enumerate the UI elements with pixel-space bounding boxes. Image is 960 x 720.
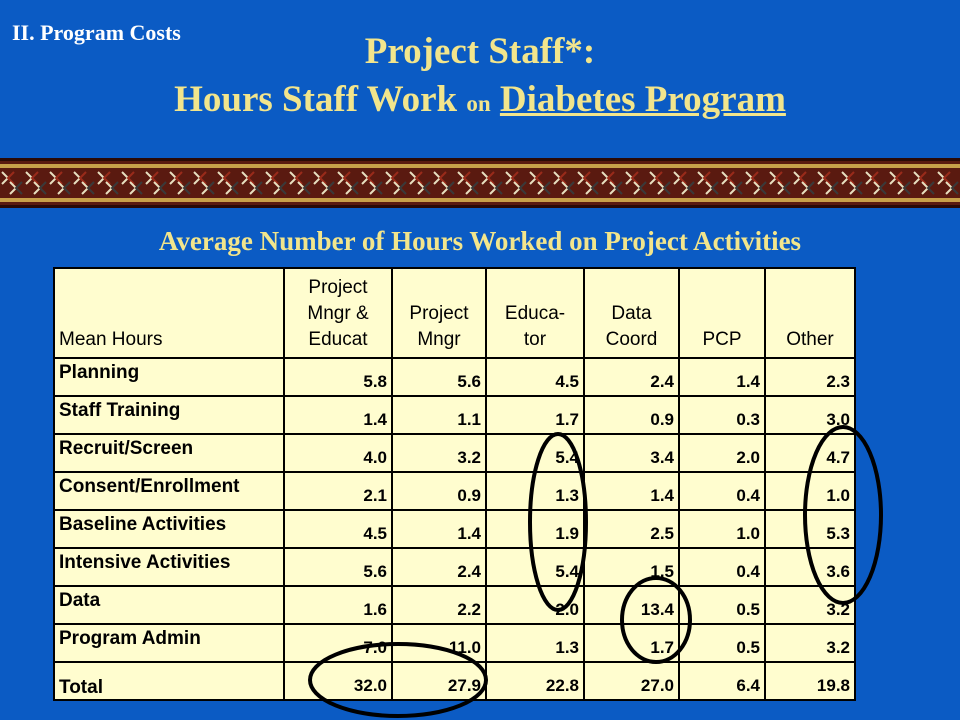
- header-line: Project: [308, 277, 368, 298]
- header-cell: [284, 268, 392, 358]
- cell-value: 1.1: [392, 396, 486, 434]
- cell-value: 1.4: [584, 472, 679, 510]
- cell-value: 1.4: [392, 510, 486, 548]
- table-row: [54, 586, 855, 624]
- cell-value: 5.6: [284, 548, 392, 586]
- cell-value: 6.4: [679, 662, 765, 700]
- cell-value: 1.0: [765, 472, 855, 510]
- cell-value: 5.6: [392, 358, 486, 396]
- cell-value: 2.0: [486, 586, 584, 624]
- cell-value: 2.5: [584, 510, 679, 548]
- header-line: Educat: [308, 329, 368, 350]
- cell-value: 19.8: [765, 662, 855, 700]
- row-label: Consent/Enrollment: [54, 472, 284, 510]
- header-line: Mngr: [417, 329, 461, 350]
- cell-value: 2.4: [392, 548, 486, 586]
- table-row: [54, 472, 855, 510]
- cell-value: 13.4: [584, 586, 679, 624]
- row-label: Planning: [54, 358, 284, 396]
- cell-value: 1.3: [486, 472, 584, 510]
- cell-value: 2.2: [392, 586, 486, 624]
- cell-value: 1.4: [284, 396, 392, 434]
- title-underlined: Diabetes Program: [499, 79, 786, 120]
- cell-value: 4.5: [486, 358, 584, 396]
- cell-value: 0.3: [679, 396, 765, 434]
- header-line: Mngr &: [307, 303, 369, 324]
- table-row: [54, 396, 855, 434]
- table-row: [54, 510, 855, 548]
- page-title: Project Staff*:: [364, 31, 596, 72]
- row-label: Staff Training: [54, 396, 284, 434]
- cell-value: 27.0: [584, 662, 679, 700]
- header-cell: [679, 268, 765, 358]
- table-header-row: [54, 268, 855, 358]
- cell-value: 1.3: [486, 624, 584, 662]
- header-cell: [584, 268, 679, 358]
- header-line: Coord: [605, 329, 658, 350]
- table-row: [54, 434, 855, 472]
- cell-value: 1.7: [486, 396, 584, 434]
- decorative-woven-banner: [0, 158, 960, 208]
- header-line: Other: [786, 329, 834, 350]
- header-cell: [765, 268, 855, 358]
- cell-value: 11.0: [392, 624, 486, 662]
- cell-value: 5.3: [765, 510, 855, 548]
- table-row: [54, 358, 855, 396]
- table-row: [54, 624, 855, 662]
- cell-value: 1.5: [584, 548, 679, 586]
- cell-value: 32.0: [284, 662, 392, 700]
- cell-value: 4.7: [765, 434, 855, 472]
- page-subtitle-line: [0, 78, 960, 121]
- header-line: Educa-: [504, 303, 566, 324]
- row-label: Data: [54, 586, 284, 624]
- cell-value: 5.4: [486, 434, 584, 472]
- cell-value: 3.2: [765, 624, 855, 662]
- cell-value: 22.8: [486, 662, 584, 700]
- cell-value: 5.4: [486, 548, 584, 586]
- cell-value: 0.9: [584, 396, 679, 434]
- header-line: Project: [409, 303, 469, 324]
- cell-value: 1.0: [679, 510, 765, 548]
- hours-table: [53, 267, 856, 701]
- cell-value: 2.1: [284, 472, 392, 510]
- cell-value: 2.0: [679, 434, 765, 472]
- section-label: II. Program Costs: [12, 20, 181, 45]
- cell-value: 4.5: [284, 510, 392, 548]
- cell-value: 27.9: [392, 662, 486, 700]
- cell-value: 0.4: [679, 548, 765, 586]
- cell-value: 3.0: [765, 396, 855, 434]
- cell-value: 1.7: [584, 624, 679, 662]
- row-label: Baseline Activities: [54, 510, 284, 548]
- header-line: tor: [523, 329, 547, 350]
- header-line: PCP: [702, 329, 742, 350]
- row-label: Recruit/Screen: [54, 434, 284, 472]
- cell-value: 2.3: [765, 358, 855, 396]
- row-label: Program Admin: [54, 624, 284, 662]
- cell-value: 3.6: [765, 548, 855, 586]
- cell-value: 1.9: [486, 510, 584, 548]
- title-on: on: [466, 91, 491, 116]
- title-main: Hours Staff Work: [174, 79, 458, 120]
- header-line: Data: [611, 303, 652, 324]
- cell-value: 0.5: [679, 586, 765, 624]
- cell-value: 3.4: [584, 434, 679, 472]
- cell-value: 1.6: [284, 586, 392, 624]
- cell-value: 1.4: [679, 358, 765, 396]
- cell-value: 0.4: [679, 472, 765, 510]
- cell-value: 5.8: [284, 358, 392, 396]
- header-cell: [392, 268, 486, 358]
- header-cell: [486, 268, 584, 358]
- cell-value: 2.4: [584, 358, 679, 396]
- cell-value: 7.0: [284, 624, 392, 662]
- cell-value: 0.9: [392, 472, 486, 510]
- cell-value: 3.2: [765, 586, 855, 624]
- cell-value: 3.2: [392, 434, 486, 472]
- cell-value: 4.0: [284, 434, 392, 472]
- header-corner: Mean Hours: [54, 268, 284, 358]
- table-subtitle: Average Number of Hours Worked on Project Activities: [158, 226, 802, 256]
- table-total-row: [54, 662, 855, 700]
- table-row: [54, 548, 855, 586]
- row-label: Total: [54, 662, 284, 700]
- cell-value: 0.5: [679, 624, 765, 662]
- row-label: Intensive Activities: [54, 548, 284, 586]
